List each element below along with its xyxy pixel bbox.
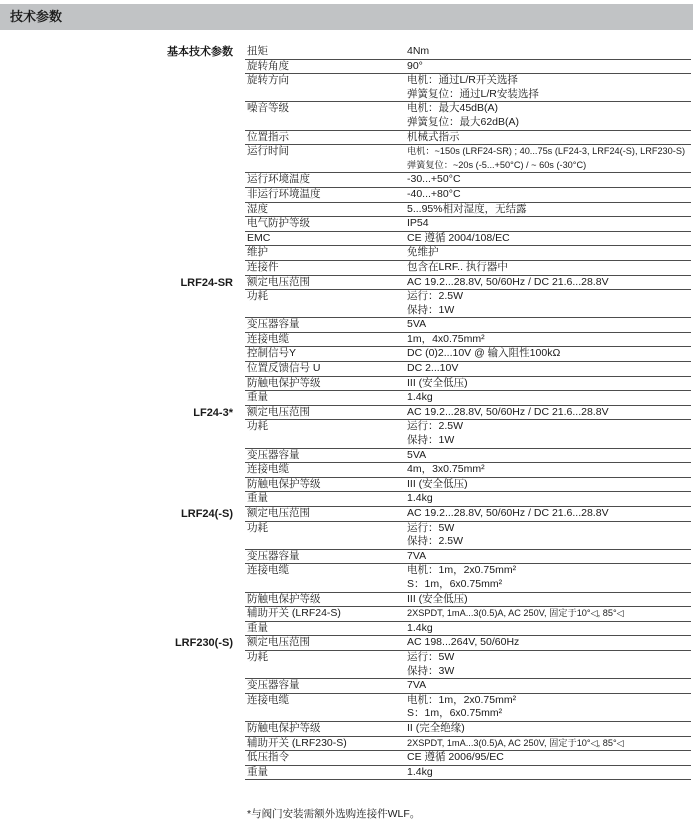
- table-row: [245, 217, 691, 232]
- param-value: [407, 564, 691, 591]
- param-value: [407, 45, 691, 59]
- param-label: 连接电缆: [247, 564, 289, 577]
- param-label: 重量: [247, 621, 268, 634]
- param-value-line: CE 遵循 2006/95/EC: [407, 751, 504, 764]
- param-label: 连接电缆: [247, 332, 289, 345]
- table-row: [245, 449, 691, 464]
- param-value-line: AC 19.2...28.8V, 50/60Hz / DC 21.6...28.8V: [407, 507, 609, 519]
- param-label: 重量: [247, 492, 268, 505]
- table-row: [245, 737, 691, 752]
- param-value-line: 机械式指示: [407, 130, 460, 143]
- param-value-line: 5VA: [407, 318, 427, 331]
- param-value: [407, 377, 691, 391]
- table-row: [245, 362, 691, 377]
- param-value: [407, 188, 691, 202]
- param-label: 重量: [247, 765, 268, 778]
- param-label: 额定电压范围: [247, 405, 310, 418]
- table-row: [245, 593, 691, 608]
- table-row: [245, 679, 691, 694]
- section-rows: [245, 276, 691, 406]
- table-row: [245, 636, 691, 651]
- param-value: [407, 679, 691, 693]
- table-row: [245, 74, 691, 102]
- param-label: 连接电缆: [247, 463, 289, 476]
- param-value-line: 电机：通过L/R开关选择: [407, 74, 518, 87]
- table-row: [245, 318, 691, 333]
- param-value-line: 7VA: [407, 549, 427, 562]
- param-value: [407, 766, 691, 780]
- param-label: 连接电缆: [247, 693, 289, 706]
- param-value-line: 1m，4x0.75mm²: [407, 332, 485, 345]
- param-value-line: AC 19.2...28.8V, 50/60Hz / DC 21.6...28.8V: [407, 275, 609, 288]
- param-value: [407, 145, 691, 172]
- param-value-line: 包含在LRF.. 执行器中: [407, 260, 508, 273]
- param-value-line: 保持：2.5W: [407, 535, 464, 548]
- section-rows: [245, 507, 691, 636]
- param-value-line: AC 198...264V, 50/60Hz: [407, 636, 520, 649]
- param-label: 非运行环境温度: [247, 187, 321, 200]
- table-row: [245, 651, 691, 679]
- param-value-line: 1.4kg: [407, 492, 433, 505]
- param-label: 额定电压范围: [247, 636, 310, 649]
- page-title: 技术参数: [10, 9, 63, 24]
- param-label: 低压指令: [247, 751, 289, 764]
- param-label: 电气防护等级: [247, 217, 310, 230]
- param-label: 变压器容量: [247, 318, 300, 331]
- spec-section: [0, 507, 691, 636]
- spec-section: [0, 406, 691, 507]
- table-row: [245, 333, 691, 348]
- param-value: [407, 449, 691, 463]
- param-value-line: 运行：2.5W: [407, 420, 464, 433]
- param-label: 额定电压范围: [247, 275, 310, 288]
- param-value: [407, 102, 691, 129]
- param-label: 功耗: [247, 420, 268, 433]
- table-row: [245, 564, 691, 592]
- param-value: [407, 492, 691, 506]
- section-label: LRF230(-S): [174, 637, 233, 650]
- param-value-line: III (安全低压): [407, 477, 468, 490]
- param-value-line: 保持：1W: [407, 303, 455, 316]
- param-label: 湿度: [247, 202, 268, 215]
- param-value-line: II (完全绝缘): [407, 721, 465, 734]
- param-value: [407, 232, 691, 246]
- param-label: 维护: [247, 246, 268, 259]
- param-value: [407, 694, 691, 721]
- param-value-line: 电机：1m，2x0.75mm²: [407, 693, 517, 706]
- table-row: [245, 522, 691, 550]
- param-label: 防触电保护等级: [247, 477, 321, 490]
- param-value: [407, 290, 691, 317]
- param-value-line: CE 遵循 2004/108/EC: [407, 231, 510, 244]
- param-label: EMC: [247, 231, 271, 244]
- table-row: [245, 261, 691, 276]
- spec-table: [0, 45, 691, 780]
- param-value-line: IP54: [407, 217, 429, 230]
- param-label: 变压器容量: [247, 549, 300, 562]
- section-label: LRF24(-S): [181, 508, 233, 520]
- table-row: [245, 722, 691, 737]
- table-row: [245, 232, 691, 247]
- param-value: [407, 217, 691, 231]
- param-value-line: 运行：5W: [407, 650, 455, 663]
- param-value: [407, 347, 691, 361]
- param-value: [407, 722, 691, 736]
- param-label: 噪音等级: [247, 102, 289, 115]
- spec-section: [0, 636, 691, 780]
- param-value: [407, 74, 691, 101]
- table-row: [245, 246, 691, 261]
- param-value: [407, 478, 691, 492]
- param-label: 变压器容量: [247, 448, 300, 461]
- param-label: 扭矩: [247, 45, 268, 57]
- param-value-line: DC (0)2...10V @ 输入阻性100kΩ: [407, 347, 561, 360]
- param-value: [407, 651, 691, 678]
- param-label: 辅助开关 (LRF230-S): [247, 736, 347, 749]
- param-value: [407, 420, 691, 447]
- table-row: [245, 102, 691, 130]
- table-row: [245, 694, 691, 722]
- param-value-line: S：1m，6x0.75mm²: [407, 707, 503, 720]
- table-row: [245, 622, 691, 637]
- section-header-bar: [0, 4, 693, 30]
- param-value: [407, 406, 691, 420]
- param-value-line: 保持：1W: [407, 434, 455, 447]
- param-value-line: 1.4kg: [407, 391, 433, 404]
- param-value: [407, 622, 691, 636]
- param-value: [407, 593, 691, 607]
- param-label: 运行时间: [247, 145, 289, 158]
- param-value: [407, 246, 691, 260]
- table-row: [245, 406, 691, 421]
- param-label: 位置指示: [247, 130, 289, 143]
- param-value-line: 2XSPDT, 1mA...3(0.5)A, AC 250V, 固定于10°◁, 85°◁: [407, 608, 624, 619]
- param-value: [407, 173, 691, 187]
- param-label: 额定电压范围: [247, 507, 310, 519]
- param-value-line: 5...95%相对湿度，无结露: [407, 202, 527, 215]
- param-value-line: 免维护: [407, 246, 439, 259]
- table-row: [245, 550, 691, 565]
- table-row: [245, 420, 691, 448]
- section-rows: [245, 406, 691, 507]
- param-value: [407, 131, 691, 145]
- table-row: [245, 766, 691, 781]
- param-value-line: 4Nm: [407, 45, 430, 57]
- param-value: [407, 463, 691, 477]
- param-value: [407, 60, 691, 74]
- section-rows: [245, 45, 691, 276]
- param-value-line: 1.4kg: [407, 621, 433, 634]
- param-value: [407, 391, 691, 405]
- param-value: [407, 737, 691, 751]
- table-row: [245, 188, 691, 203]
- table-row: [245, 173, 691, 188]
- param-value: [407, 507, 691, 521]
- param-value: [407, 261, 691, 275]
- param-value-line: 电机：1m，2x0.75mm²: [407, 564, 517, 577]
- param-label: 连接件: [247, 260, 279, 273]
- table-row: [245, 507, 691, 522]
- param-value-line: 2XSPDT, 1mA...3(0.5)A, AC 250V, 固定于10°◁, 85°◁: [407, 737, 624, 748]
- param-value-line: 4m，3x0.75mm²: [407, 463, 485, 476]
- param-label: 功耗: [247, 650, 268, 663]
- param-label: 辅助开关 (LRF24-S): [247, 607, 341, 620]
- param-value: [407, 276, 691, 290]
- param-label: 变压器容量: [247, 679, 300, 692]
- table-row: [245, 463, 691, 478]
- section-label: LF24-3*: [193, 406, 233, 419]
- table-row: [245, 347, 691, 362]
- param-value-line: 1.4kg: [407, 765, 433, 778]
- param-value-line: -30...+50°C: [407, 173, 461, 186]
- footnote: *与阀门安装需额外选购连接件WLF。: [247, 808, 421, 820]
- table-row: [245, 377, 691, 392]
- param-value-line: 电机：~150s (LRF24-SR) ; 40...75s (LF24-3, LRF24(-S), LRF230-S): [407, 146, 686, 157]
- param-value-line: DC 2...10V: [407, 362, 459, 375]
- param-value: [407, 550, 691, 564]
- param-value-line: III (安全低压): [407, 592, 468, 605]
- param-value-line: AC 19.2...28.8V, 50/60Hz / DC 21.6...28.8V: [407, 405, 609, 418]
- param-label: 控制信号Y: [247, 347, 297, 360]
- param-value-line: 7VA: [407, 679, 427, 692]
- section-label: 基本技术参数: [167, 46, 233, 58]
- table-row: [245, 131, 691, 146]
- param-value: [407, 362, 691, 376]
- param-value-line: 弹簧复位：通过L/R安装选择: [407, 87, 539, 100]
- param-value-line: 90°: [407, 59, 423, 72]
- param-label: 功耗: [247, 290, 268, 303]
- param-value: [407, 607, 691, 621]
- param-label: 旋转方向: [247, 74, 289, 87]
- param-label: 运行环境温度: [247, 173, 310, 186]
- param-value-line: 5VA: [407, 448, 427, 461]
- table-row: [245, 607, 691, 622]
- section-rows: [245, 636, 691, 780]
- param-label: 重量: [247, 391, 268, 404]
- param-value: [407, 636, 691, 650]
- param-label: 功耗: [247, 521, 268, 534]
- table-row: [245, 203, 691, 218]
- table-row: [245, 45, 691, 60]
- param-value-line: S：1m，6x0.75mm²: [407, 577, 503, 590]
- spec-section: [0, 45, 691, 276]
- table-row: [245, 60, 691, 75]
- param-value-line: III (安全低压): [407, 376, 468, 389]
- param-value-line: 运行：2.5W: [407, 290, 464, 303]
- param-value: [407, 751, 691, 765]
- param-label: 防触电保护等级: [247, 721, 321, 734]
- param-label: 位置反馈信号 U: [247, 362, 321, 375]
- table-row: [245, 751, 691, 766]
- param-value-line: 运行：5W: [407, 521, 455, 534]
- section-label: LRF24-SR: [180, 276, 233, 289]
- param-label: 旋转角度: [247, 59, 289, 72]
- param-label: 防触电保护等级: [247, 376, 321, 389]
- param-label: 防触电保护等级: [247, 592, 321, 605]
- param-value-line: 弹簧复位：~20s (-5...+50°C) / ~ 60s (-30°C): [407, 159, 587, 170]
- table-row: [245, 145, 691, 173]
- spec-section: [0, 276, 691, 406]
- param-value: [407, 522, 691, 549]
- table-row: [245, 290, 691, 318]
- param-value-line: 弹簧复位：最大62dB(A): [407, 115, 520, 128]
- param-value-line: -40...+80°C: [407, 187, 461, 200]
- table-row: [245, 492, 691, 507]
- table-row: [245, 276, 691, 291]
- param-value: [407, 318, 691, 332]
- param-value-line: 电机：最大45dB(A): [407, 102, 499, 115]
- param-value-line: 保持：3W: [407, 664, 455, 677]
- table-row: [245, 391, 691, 406]
- param-value: [407, 333, 691, 347]
- table-row: [245, 478, 691, 493]
- param-value: [407, 203, 691, 217]
